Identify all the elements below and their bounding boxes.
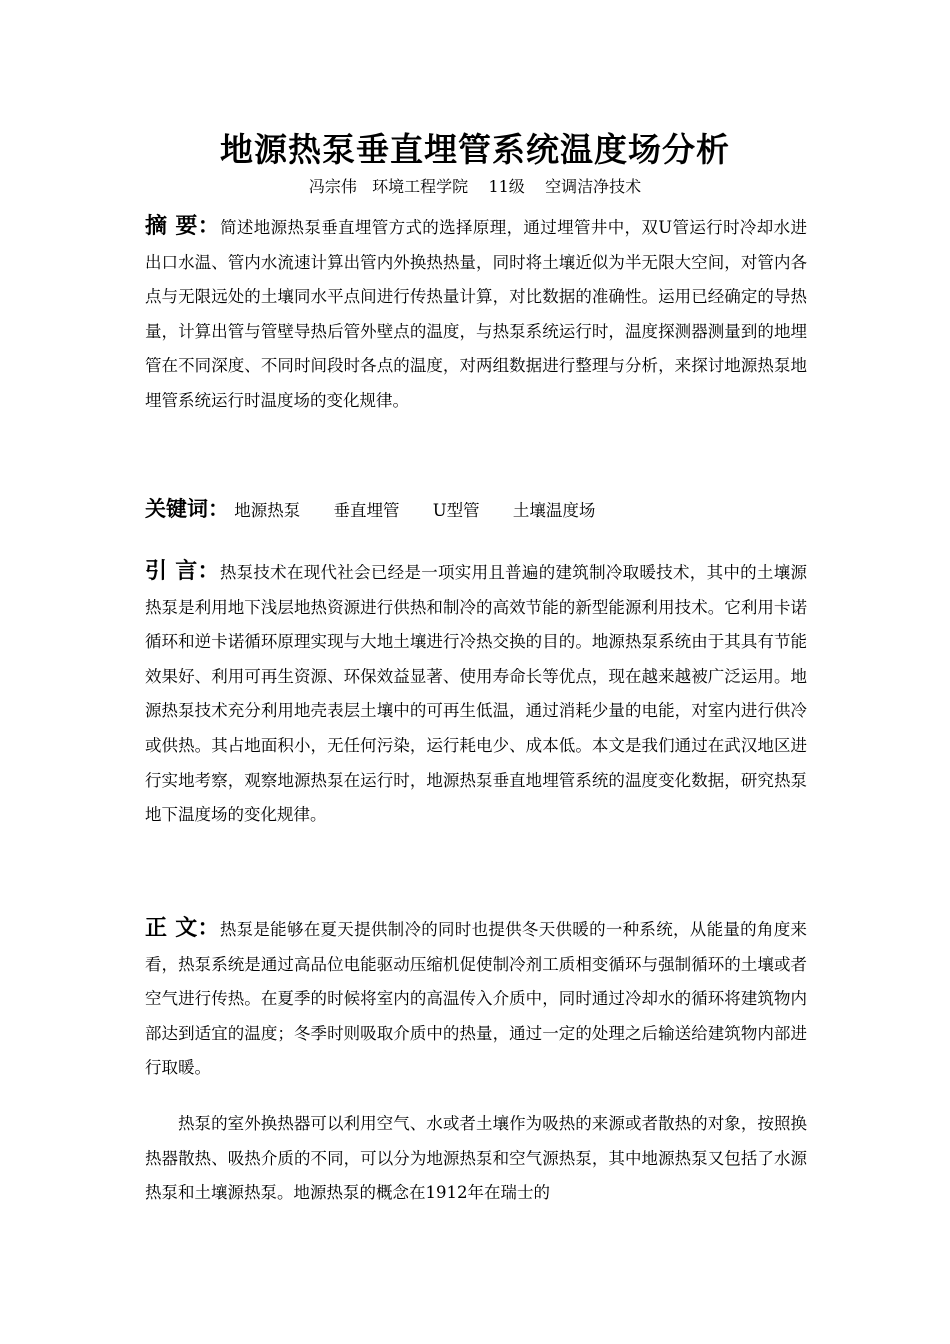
paper-title: 地源热泵垂直埋管系统温度场分析 xyxy=(220,130,730,169)
abstract-section xyxy=(145,210,807,419)
abstract-label-colon: ： xyxy=(197,214,221,239)
keyword-item: U型管 xyxy=(432,501,480,520)
keyword-item: 地源热泵 xyxy=(234,501,301,520)
keyword-item: 垂直埋管 xyxy=(333,501,400,520)
abstract-label: 摘 要 xyxy=(145,214,198,239)
introduction-label-colon: ： xyxy=(197,559,220,584)
main-text-label: 正 文 xyxy=(145,916,198,941)
introduction-text: 热泵技术在现代社会已经是一项实用且普遍的建筑制冷取暖技术，其中的土壤源热泵是利用地下浅层地热资源进行供热和制冷的高效节能的新型能源利用技术。它利用卡诺循环和逆卡诺循环原理实现与大地土壤进行冷热交换的目的。地源热泵系统由于其具有节能效果好、利用可再生资源、环保效益显著、使用寿命长等优点，现在越来越被广泛运用。地源热泵技术充分利用地壳表层土壤中的可再生低温，通过消耗少量的电能，对室内进行供冷或供热。其占地面积小，无任何污染，运行耗电少、成本低。本文是我们通过在武汉地区进行实地考察，观察地源热泵在运行时，地源热泵垂直地埋管系统的温度变化数据，研究热泵地下温度场的变化规律。 xyxy=(145,563,807,825)
abstract-text: 简述地源热泵垂直埋管方式的选择原理，通过埋管井中，双U管运行时冷却水进出口水温、管内水流速计算出管内外换热热量，同时将土壤近似为半无限大空间，对管内各点与无限远处的土壤同水平点间进行传热量计算，对比数据的准确性。运用已经确定的导热量，计算出管与管壁导热后管外壁点的温度，与热泵系统运行时，温度探测器测量到的地埋管在不同深度、不同时间段时各点的温度，对两组数据进行整理与分析，来探讨地源热泵地埋管系统运行时温度场的变化规律。 xyxy=(145,218,807,410)
keyword-item: 土壤温度场 xyxy=(512,501,596,520)
keywords-section xyxy=(145,492,807,529)
keywords-label: 关键词： xyxy=(145,497,229,521)
main-text-section xyxy=(145,912,807,1086)
main-text-label-colon: ： xyxy=(197,916,220,941)
main-text-paragraph-1: 热泵是能够在夏天提供制冷的同时也提供冬天供暖的一种系统，从能量的角度来看，热泵系统是通过高品位电能驱动压缩机促使制冷剂工质相变循环与强制循环的土壤或者空气进行传热。在夏季的时候将室内的高温传入介质中，同时通过冷却水的循环将建筑物内部达到适宜的温度；冬季时则吸取介质中的热量，通过一定的处理之后输送给建筑物内部进行取暖。 xyxy=(145,920,807,1078)
author-line: 冯宗伟 环境工程学院 11级 空调洁净技术 xyxy=(308,177,642,196)
introduction-label: 引 言 xyxy=(145,559,198,584)
main-text-paragraph-2: 热泵的室外换热器可以利用空气、水或者土壤作为吸热的来源或者散热的对象，按照换热器散热、吸热介质的不同，可以分为地源热泵和空气源热泵，其中地源热泵又包括了水源热泵和土壤源热泵。地源热泵的概念在1912年在瑞士的 xyxy=(145,1114,807,1203)
introduction-section xyxy=(145,555,807,833)
